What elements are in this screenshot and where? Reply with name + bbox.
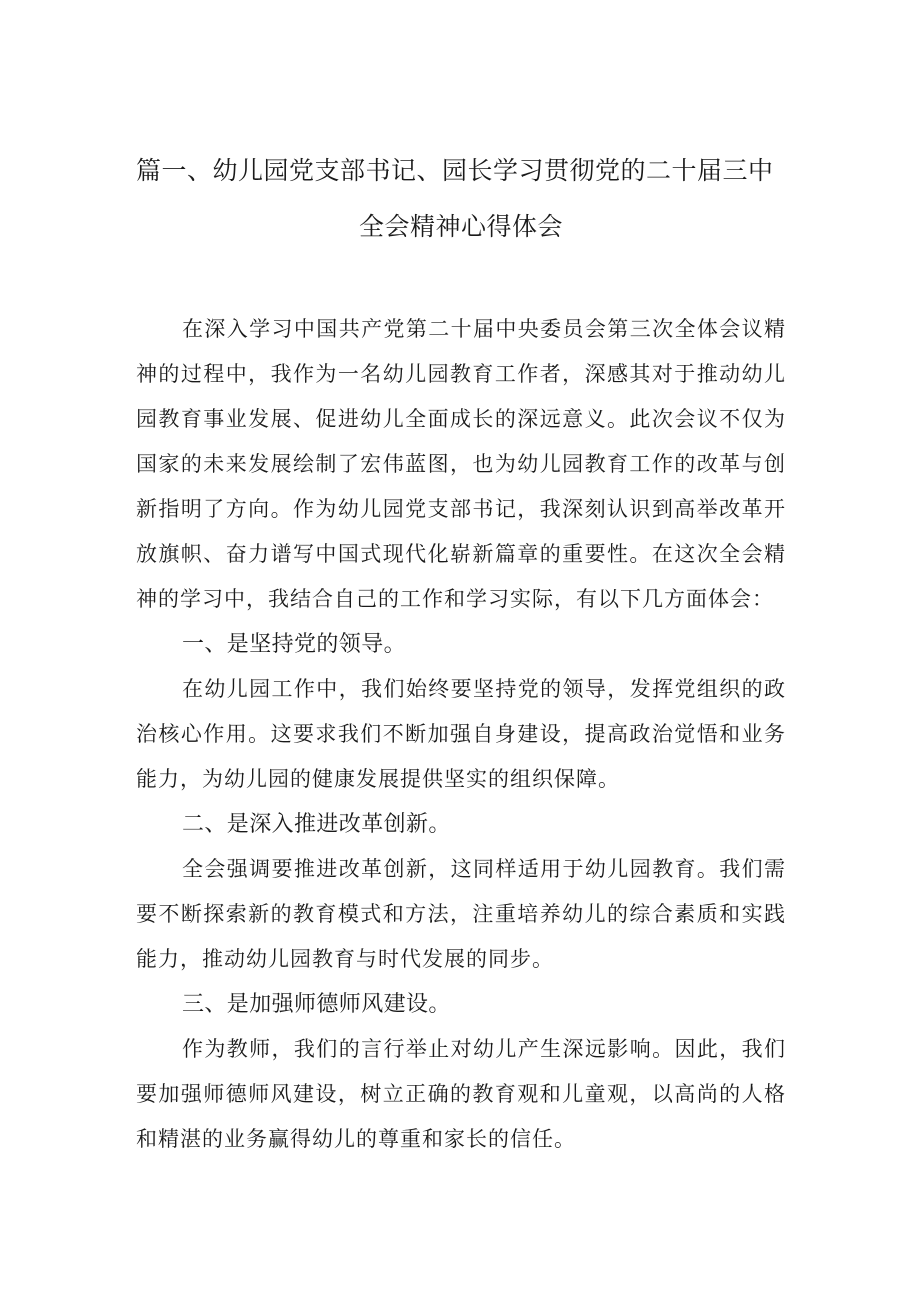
section-heading-1: 一、是坚持党的领导。: [182, 632, 407, 657]
section-paragraph-1: 在幼儿园工作中，我们始终要坚持党的领导，发挥党组织的政治核心作用。这要求我们不断加强自身建设，提高政治觉悟和业务能力，为幼儿园的健康发展提供坚实的组织保障。: [136, 677, 786, 791]
section-heading-3: 三、是加强师德师风建设。: [182, 992, 451, 1017]
document-title-line-2: 全会精神心得体会: [358, 212, 563, 241]
section-paragraph-3: 作为教师，我们的言行举止对幼儿产生深远影响。因此，我们要加强师德师风建设，树立正确的教育观和儿童观，以高尚的人格和精湛的业务赢得幼儿的尊重和家长的信任。: [136, 1037, 786, 1151]
section-heading-2: 二、是深入推进改革创新。: [182, 812, 451, 837]
intro-paragraph: 在深入学习中国共产党第二十届中央委员会第三次全体会议精神的过程中，我作为一名幼儿园教育工作者，深感其对于推动幼儿园教育事业发展、促进幼儿全面成长的深远意义。此次会议不仅为国家的未来发展绘制了宏伟蓝图，也为幼儿园教育工作的改革与创新指明了方向。作为幼儿园党支部书记，我深刻认识到高举改革开放旗帜、奋力谱写中国式现代化崭新篇章的重要性。在这次全会精神的学习中，我结合自己的工作和学习实际，有以下几方面体会：: [136, 317, 786, 611]
section-paragraph-2: 全会强调要推进改革创新，这同样适用于幼儿园教育。我们需要不断探索新的教育模式和方法，注重培养幼儿的综合素质和实践能力，推动幼儿园教育与时代发展的同步。: [136, 857, 786, 971]
document-title-line-1: 篇一、幼儿园党支部书记、园长学习贯彻党的二十届三中: [136, 156, 774, 185]
document-body: [136, 307, 786, 1162]
